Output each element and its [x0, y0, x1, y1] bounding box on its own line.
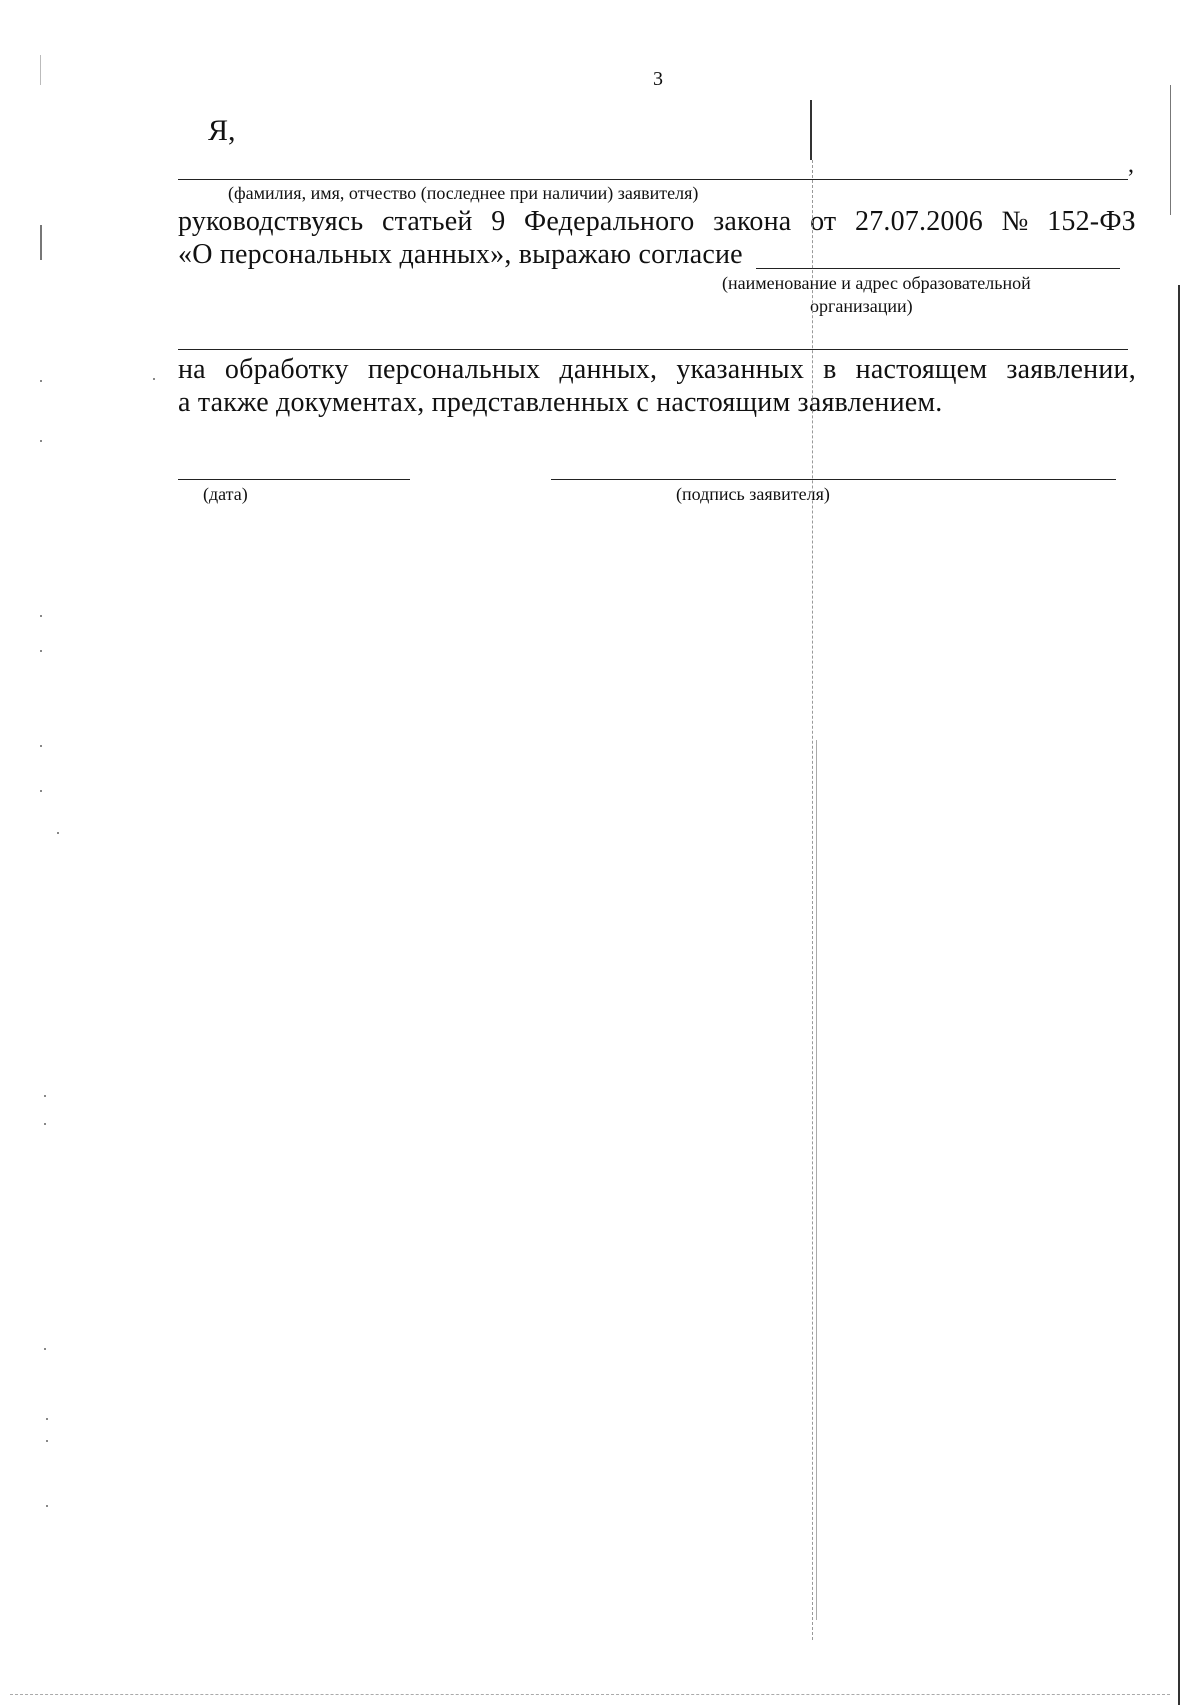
intro-pronoun: Я, — [208, 114, 236, 147]
signature-line — [551, 479, 1116, 480]
scan-right-edge-top — [1170, 85, 1171, 215]
organization-fill-line — [756, 268, 1120, 269]
page-number: 3 — [653, 68, 663, 90]
scan-fold-line-lower — [816, 740, 817, 1620]
scan-fold-line — [812, 160, 813, 1640]
processing-line-1-word: на — [178, 354, 206, 385]
date-line — [178, 479, 410, 480]
consent-line-1-word: закона — [713, 206, 792, 237]
processing-line-2: а также документах, представленных с настоящим заявлением. — [178, 387, 943, 418]
consent-line-1 — [178, 206, 1136, 238]
processing-line-1-word: персональных — [367, 354, 541, 385]
scan-dot-10 — [44, 1123, 46, 1125]
organization-second-line — [178, 349, 1128, 350]
scan-dot-4 — [40, 615, 42, 617]
processing-line-1-word: в — [823, 354, 837, 385]
consent-line-1-word: 9 — [491, 206, 506, 237]
processing-line-1-word: данных, — [559, 354, 658, 385]
trailing-comma: , — [1128, 152, 1134, 178]
scan-fold-line-top — [810, 100, 812, 160]
scan-dot-7 — [40, 790, 42, 792]
scan-dot-12 — [46, 1418, 48, 1420]
organization-caption-2: организации) — [810, 296, 913, 316]
scan-right-edge — [1178, 285, 1180, 1705]
scan-dot-8 — [57, 832, 59, 834]
applicant-name-caption: (фамилия, имя, отчество (последнее при наличии) заявителя) — [228, 183, 699, 203]
scan-dot-1 — [40, 380, 42, 382]
signature-caption: (подпись заявителя) — [676, 484, 830, 504]
scan-dot-9 — [44, 1095, 46, 1097]
processing-line-1-word: заявлении, — [1006, 354, 1136, 385]
scan-dot-11 — [44, 1348, 46, 1350]
consent-line-1-word: 152-ФЗ — [1047, 206, 1136, 237]
scan-dot-3 — [40, 440, 42, 442]
consent-line-1-word: Федерального — [524, 206, 695, 237]
processing-line-1-word: указанных — [676, 354, 805, 385]
scan-dot-13 — [46, 1440, 48, 1442]
consent-line-1-word: статьей — [382, 206, 473, 237]
consent-line-1-word: от — [810, 206, 837, 237]
processing-line-1-word: настоящем — [855, 354, 988, 385]
scan-bottom-edge — [10, 1694, 1170, 1695]
consent-line-1-word: 27.07.2006 — [855, 206, 983, 237]
consent-line-1-word: руководствуясь — [178, 206, 364, 237]
date-caption: (дата) — [203, 484, 248, 504]
scan-dot-14 — [46, 1505, 48, 1507]
processing-line-1-word: обработку — [224, 354, 349, 385]
processing-line-1 — [178, 354, 1136, 386]
consent-line-2: «О персональных данных», выражаю согласие — [178, 239, 743, 270]
organization-caption-1: (наименование и адрес образовательной — [722, 273, 1031, 293]
scan-dot-6 — [40, 745, 42, 747]
scan-left-mark-1 — [40, 55, 41, 85]
scan-dot-5 — [40, 650, 42, 652]
scan-left-mark-2 — [40, 225, 42, 260]
consent-line-1-word: № — [1001, 206, 1029, 237]
applicant-name-line — [178, 179, 1128, 180]
scan-dot-2 — [153, 378, 155, 380]
